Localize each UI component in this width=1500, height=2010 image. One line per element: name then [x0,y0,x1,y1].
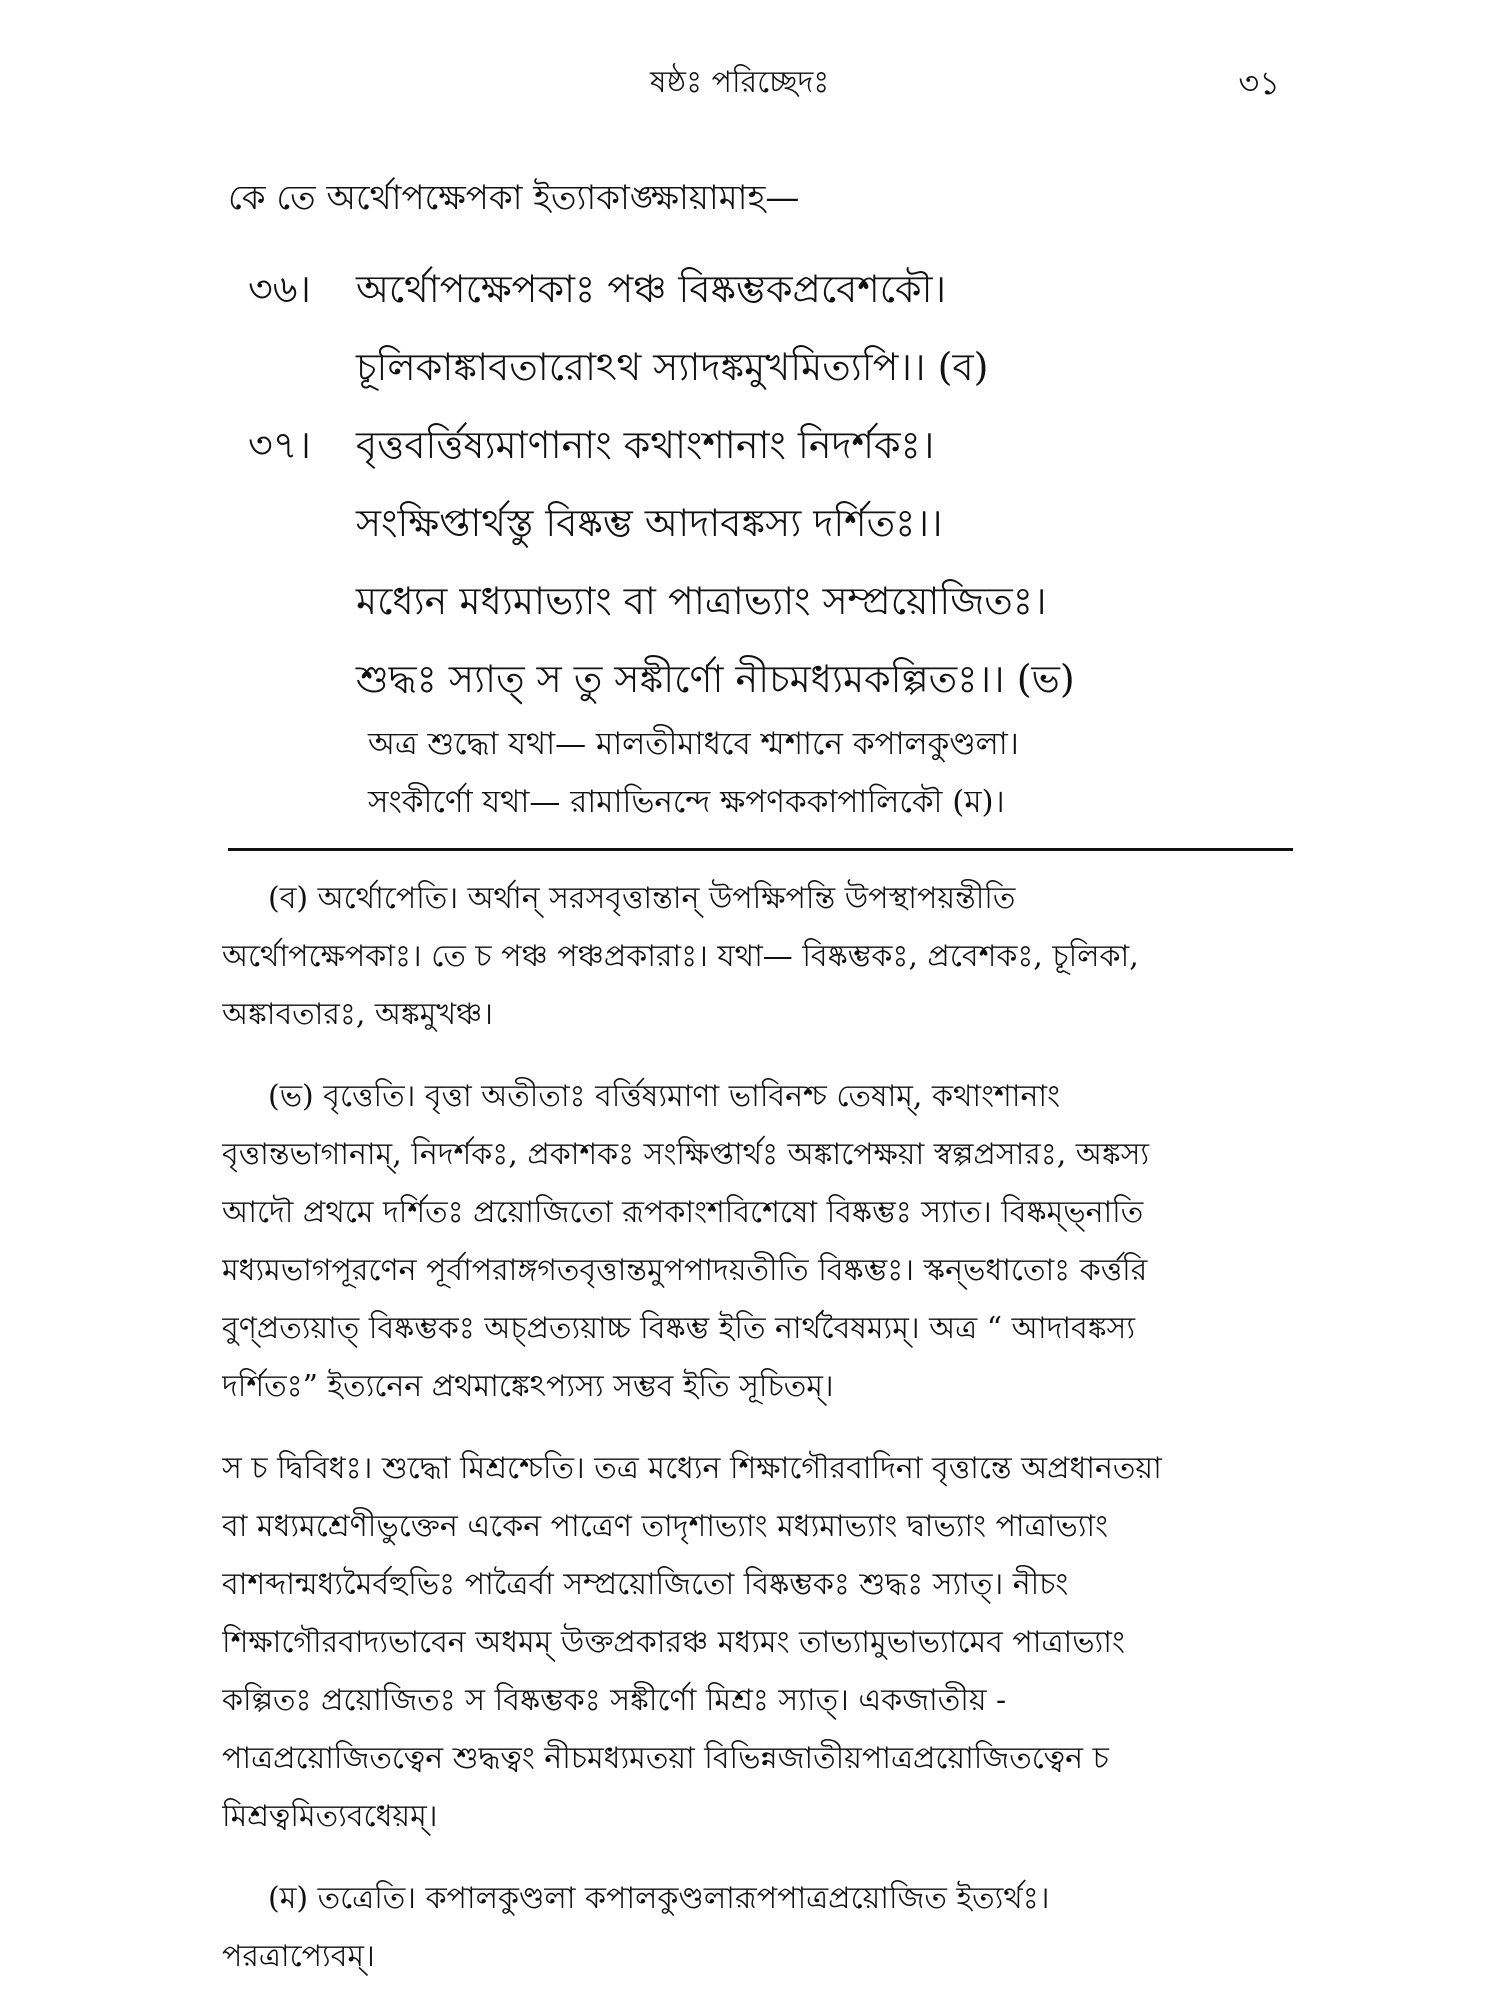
footnotes [222,870,1297,2010]
verse-text: মধ্যেন মধ্যমাভ্যাং বা পাত্রাভ্যাং সম্প্রয়োজিতঃ। [356,579,1047,623]
page-number: ৩১ [1238,64,1280,102]
footnote-line: অর্থোপক্ষেপকাঃ। তে চ পঞ্চ পঞ্চপ্রকারাঃ। যথা— বিষ্কম্ভকঃ, প্রবেশকঃ, চূলিকা, [222,939,1139,974]
verse-text: বৃত্তবর্ত্তিষ্যমাণানাং কথাংশানাং নিদর্শকঃ। [356,423,935,467]
footnote-bh-continued [222,1440,1297,1846]
footnote-line: পাত্রপ্রয়োজিতত্বেন শুদ্ধত্বং নীচমধ্যমতয়া বিভিন্নজাতীয়পাত্রপ্রয়োজিতত্বেন চ [222,1741,1109,1776]
footnote-line: মধ্যমভাগপূরণেন পূর্বাপরাঙ্গগতবৃত্তান্তমুপপাদয়তীতি বিষ্কম্ভঃ। স্কন্‌ভধাতোঃ কর্ত্তরি [222,1253,1148,1288]
verse-line [248,250,1288,328]
verse-line [248,484,1288,562]
footnote-line: বৃত্তান্তভাগানাম্, নিদর্শকঃ, প্রকাশকঃ সংক্ষিপ্তার্থঃ অঙ্কাপেক্ষয়া স্বল্পপ্রসারঃ, অঙ্কস্য [222,1137,1150,1172]
example-line: অত্র শুদ্ধো যথা— মালতীমাধবে শ্মশানে কপালকুণ্ডলা। [368,726,1019,762]
running-header [0,58,1500,108]
verse-line [248,328,1288,406]
footnote-line: স চ দ্বিবিধঃ। শুদ্ধো মিশ্রশ্চেতি। তত্র মধ্যেন শিক্ষাগৌরবাদিনা বৃত্তান্তে অপ্রধানতয়া [222,1451,1162,1486]
verse-text: শুদ্ধঃ স্যাত্ স তু সঙ্কীর্ণো নীচমধ্যমকল্পিতঃ।। (ভ) [356,657,1075,701]
footnote-bh [222,1068,1297,1416]
footnote-line: (ম) তত্রেতি। কপালকুণ্ডলা কপালকুণ্ডলারূপপাত্রপ্রয়োজিত ইত্যর্থঃ। [268,1881,1050,1916]
footnote-b [222,870,1297,1044]
verse-number: ৩৭। [248,423,312,467]
footnote-line: দর্শিতঃ” ইত্যনেন প্রথমাঙ্কেঽপ্যস্য সম্ভব ইতি সূচিতম্। [222,1369,834,1404]
footnote-line: বুণ্‌প্রত্যয়াত্ বিষ্কম্ভকঃ অচ্‌প্রত্যয়াচ্চ বিষ্কম্ভ ইতি নার্থবৈষম্যম্। অত্র “ আদাবঙ্কস্য [222,1311,1136,1346]
footnote-line: বা মধ্যমশ্রেণীভুক্তেন একেন পাত্রেণ তাদৃশাভ্যাং মধ্যমাভ্যাং দ্বাভ্যাং পাত্রাভ্যাং [222,1509,1109,1544]
verse-block [248,250,1288,718]
verse-line [248,406,1288,484]
intro-line: কে তে অর্থোপক্ষেপকা ইত্যাকাঙ্ক্ষায়ামাহ— [228,178,800,218]
verse-number: ৩৬। [248,267,312,311]
footnote-line: (ব) অর্থোপেতি। অর্থান্ সরসবৃত্তান্তান্ উপক্ষিপন্তি উপস্থাপয়ন্তীতি [268,881,1016,916]
verse-line [248,562,1288,640]
example-block [368,715,1019,831]
example-line: সংকীর্ণো যথা— রামাভিনন্দে ক্ষপণককাপালিকৌ (ম)। [368,784,1005,820]
footnote-line: আদৌ প্রথমে দর্শিতঃ প্রয়োজিতো রূপকাংশবিশেষো বিষ্কম্ভঃ স্যাত। বিষ্কম্ভ্নাতি [222,1195,1144,1230]
verse-text: অর্থোপক্ষেপকাঃ পঞ্চ বিষ্কম্ভকপ্রবেশকৌ। [356,267,947,311]
footnote-divider [228,848,1293,851]
footnote-line: শিক্ষাগৌরবাদ্যভাবেন অধমম্ উক্তপ্রকারঞ্চ মধ্যমং তাভ্যামুভাভ্যামেব পাত্রাভ্যাং [222,1625,1125,1660]
footnote-line: মিশ্রত্বমিত্যবধেয়ম্। [222,1799,438,1834]
verse-line [248,640,1288,718]
running-title: ষষ্ঠঃ পরিচ্ছেদঃ [650,65,830,100]
footnote-line: পরত্রাপ্যেবম্। [222,1939,375,1974]
footnote-line: বাশব্দান্মধ্যমৈর্বহুভিঃ পাত্রৈর্বা সম্প্রয়োজিতো বিষ্কম্ভকঃ শুদ্ধঃ স্যাত্। নীচং [222,1567,1069,1602]
footnote-line: কল্পিতঃ প্রয়োজিতঃ স বিষ্কম্ভকঃ সঙ্কীর্ণো মিশ্রঃ স্যাত্। একজাতীয় - [222,1683,1007,1718]
footnote-line: (ভ) বৃত্তেতি। বৃত্তা অতীতাঃ বর্ত্তিষ্যমাণা ভাবিনশ্চ তেষাম্, কথাংশানাং [268,1079,1060,1114]
footnote-m [222,1870,1297,1986]
footnote-line: অঙ্কাবতারঃ, অঙ্কমুখঞ্চ। [222,997,493,1032]
verse-text: চূলিকাঙ্কাবতারোঽথ স্যাদঙ্কমুখমিত্যপি।। (ব) [356,345,989,389]
verse-text: সংক্ষিপ্তার্থস্তু বিষ্কম্ভ আদাবঙ্কস্য দর্শিতঃ।। [356,501,943,545]
